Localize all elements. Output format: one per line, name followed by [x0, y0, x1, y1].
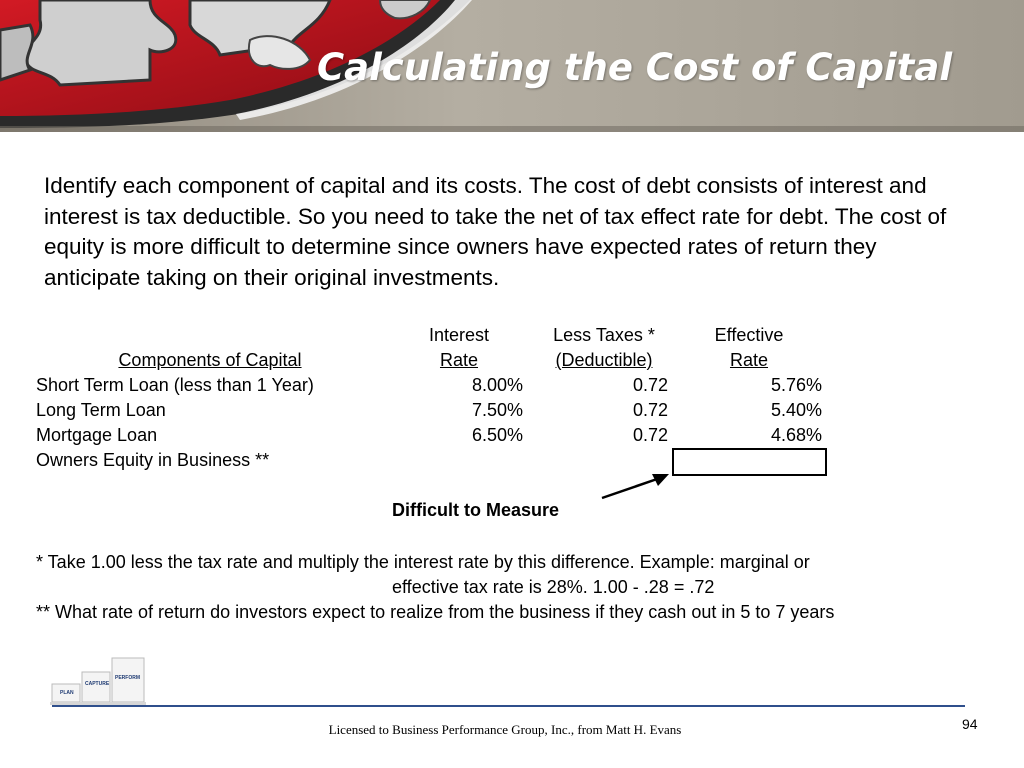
row-interest: 6.50% [471, 425, 523, 445]
row-interest: 7.50% [471, 400, 523, 420]
row-effective: 4.68% [770, 425, 822, 445]
footer-license: Licensed to Business Performance Group, Inc., from Matt H. Evans [328, 722, 682, 737]
footer-rule [52, 705, 965, 707]
header-effective-bottom: Rate [729, 350, 769, 370]
row-taxes: 0.72 [632, 425, 668, 445]
plan-capture-perform-logo [50, 656, 150, 711]
header-interest-top: Interest [428, 325, 490, 345]
row-effective: 5.40% [770, 400, 822, 420]
callout-label: Difficult to Measure [392, 500, 560, 520]
header-effective-top: Effective [714, 325, 784, 345]
logo-step-plan: PLAN [60, 690, 74, 696]
equity-rate-box [672, 448, 827, 476]
header-components: Components of Capital [118, 350, 302, 370]
row-component: Mortgage Loan [36, 425, 158, 445]
header-interest-bottom: Rate [439, 350, 479, 370]
footnote-tax-example: effective tax rate is 28%. 1.00 - .28 = .72 [392, 577, 715, 597]
page-title: Calculating the Cost of Capital [317, 46, 952, 89]
header-taxes-bottom: (Deductible) [555, 350, 653, 370]
row-effective: 5.76% [770, 375, 822, 395]
header-banner [0, 0, 1024, 132]
row-taxes: 0.72 [632, 400, 668, 420]
row-component: Short Term Loan (less than 1 Year) [36, 375, 314, 395]
header-taxes-top: Less Taxes * [553, 325, 655, 345]
row-interest: 8.00% [471, 375, 523, 395]
intro-paragraph: Identify each component of capital and its costs. The cost of debt consists of interest and interest is tax deductible. So you need to take the net of tax effect rate for debt. The cost of equity is more difficult to determine since owners have expected rates of return they anticipate taking on their original investments. [44, 173, 947, 290]
footnote-equity: ** What rate of return do investors expect to realize from the business if they cash out in 5 to 7 years [36, 602, 835, 622]
page-number: 94 [962, 716, 978, 732]
row-taxes: 0.72 [632, 375, 668, 395]
row-component: Long Term Loan [36, 400, 166, 420]
row-component: Owners Equity in Business ** [36, 450, 270, 470]
footnote-tax: * Take 1.00 less the tax rate and multiply the interest rate by this difference. Example: marginal or [36, 552, 810, 572]
logo-step-perform: PERFORM [115, 675, 140, 681]
logo-step-capture: CAPTURE [85, 681, 110, 687]
